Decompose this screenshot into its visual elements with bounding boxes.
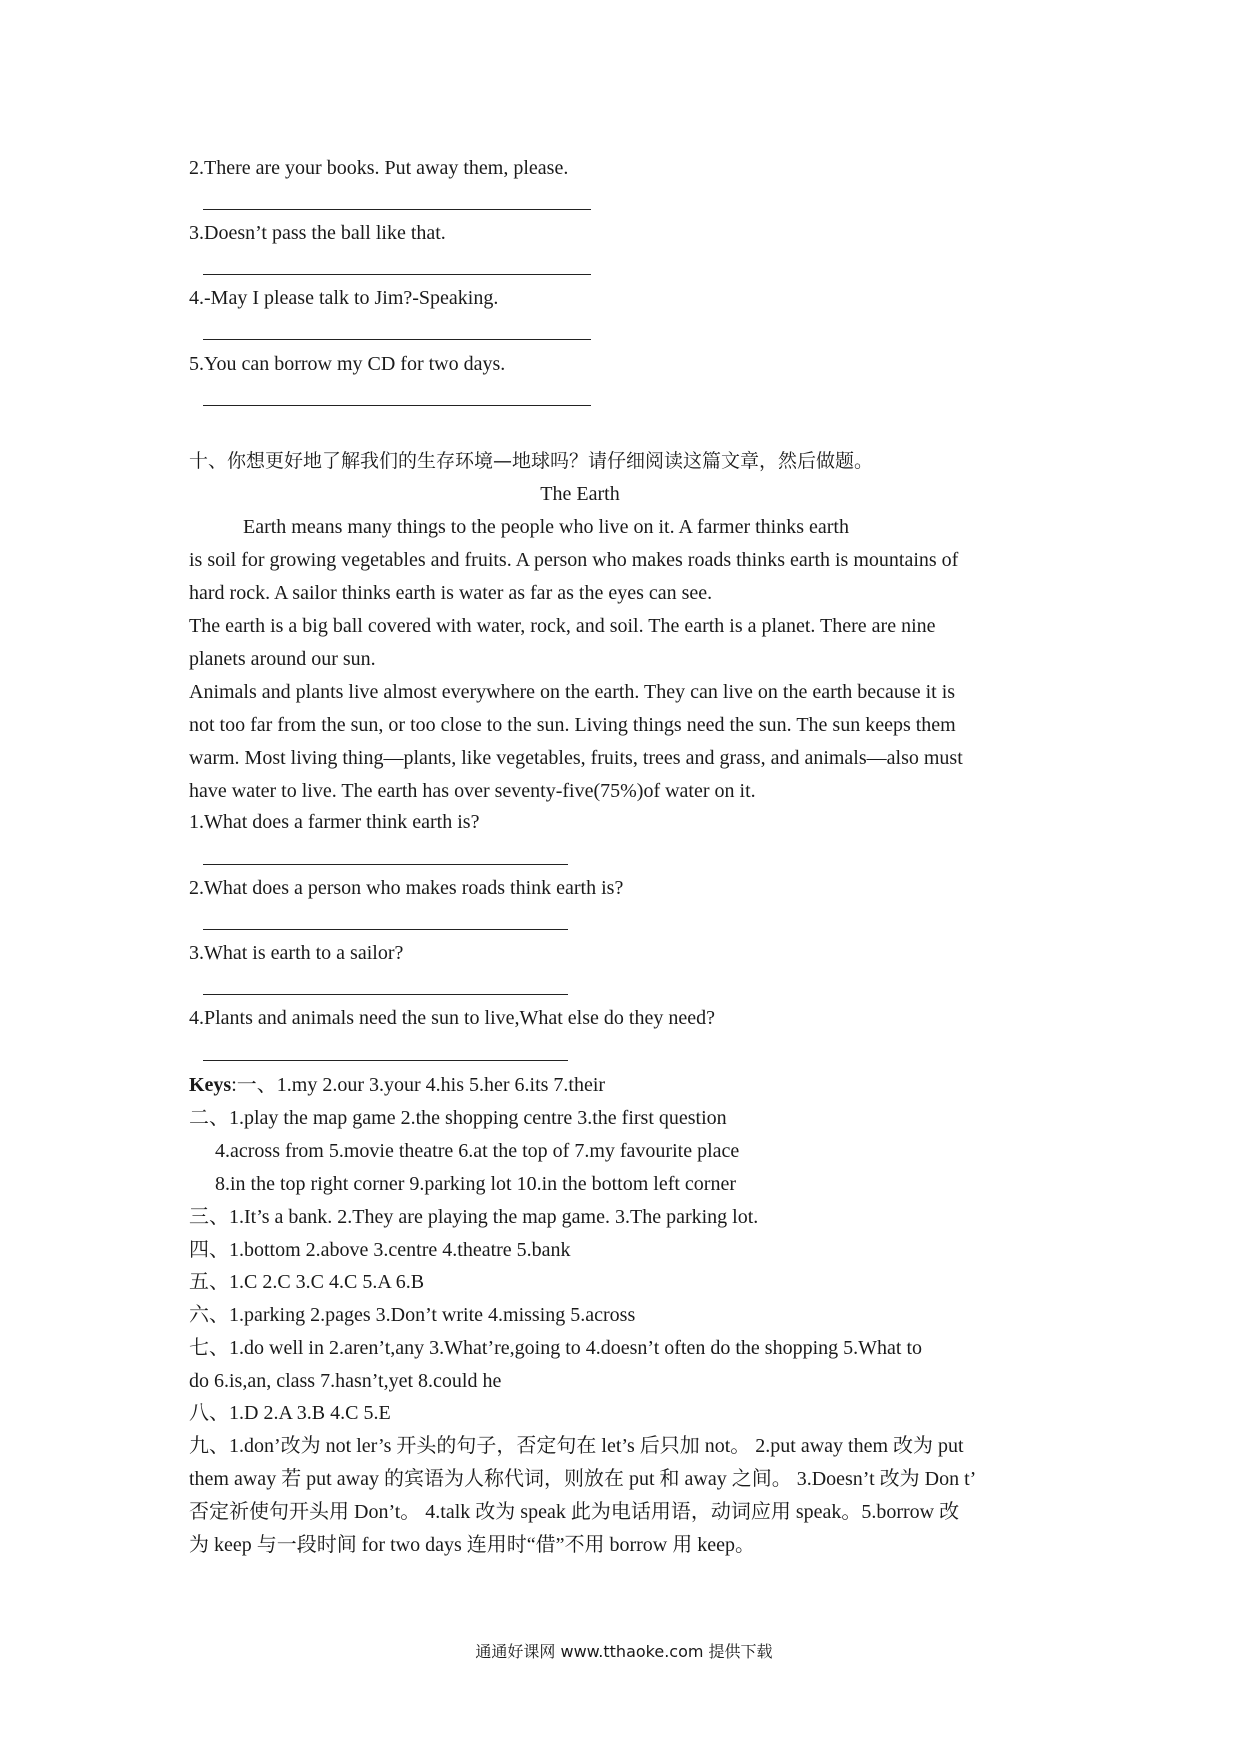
keys-line: 三、1.It’s a bank. 2.They are playing the map game. 3.The parking lot.	[189, 1206, 759, 1228]
question-1: 1.What does a farmer think earth is?	[189, 811, 480, 833]
s9-item-3: 3.Doesn’t pass the ball like that.	[189, 222, 446, 244]
answer-line	[203, 994, 568, 995]
keys-line: 六、1.parking 2.pages 3.Don’t write 4.missing 5.across	[189, 1304, 636, 1326]
question-2: 2.What does a person who makes roads think earth is?	[189, 877, 624, 899]
answer-line	[203, 1060, 568, 1061]
passage-line: planets around our sun.	[189, 648, 376, 670]
keys-line: 4.across from 5.movie theatre 6.at the top of 7.my favourite place	[215, 1140, 740, 1162]
question-3: 3.What is earth to a sailor?	[189, 942, 404, 964]
passage-line: not too far from the sun, or too close to the sun. Living things need the sun. The sun keeps them	[189, 714, 956, 736]
keys-line: 八、1.D 2.A 3.B 4.C 5.E	[189, 1402, 391, 1424]
s9-item-2: 2.There are your books. Put away them, please.	[189, 157, 569, 179]
s9-item-5: 5.You can borrow my CD for two days.	[189, 353, 506, 375]
answer-line	[203, 864, 568, 865]
keys-line-1	[189, 1071, 1069, 1099]
keys-label: Keys	[189, 1074, 232, 1096]
keys-line: 为 keep 与一段时间 for two days 连用时“借”不用 borrow 用 keep。	[189, 1534, 756, 1556]
keys-line: 九、1.don’改为 not ler’s 开头的句子，否定句在 let’s 后只加 not。 2.put away them 改为 put	[189, 1435, 964, 1457]
footer-credit: 通通好课网 www.tthaoke.com 提供下载	[475, 1642, 773, 1661]
passage-title: The Earth	[540, 483, 620, 505]
keys-line: 四、1.bottom 2.above 3.centre 4.theatre 5.bank	[189, 1239, 571, 1261]
passage-line: Animals and plants live almost everywhere on the earth. They can live on the earth because it is	[189, 681, 956, 703]
passage-line: warm. Most living thing—plants, like vegetables, fruits, trees and grass, and animals—also must	[189, 747, 963, 769]
keys-line: 8.in the top right corner 9.parking lot 10.in the bottom left corner	[215, 1173, 736, 1195]
answer-line	[203, 929, 568, 930]
passage-line: have water to live. The earth has over seventy-five(75%)of water on it.	[189, 780, 756, 802]
question-4: 4.Plants and animals need the sun to live,What else do they need?	[189, 1007, 715, 1029]
keys-line: 二、1.play the map game 2.the shopping centre 3.the first question	[189, 1107, 727, 1129]
passage-line: is soil for growing vegetables and fruits. A person who makes roads thinks earth is mountains of	[189, 549, 959, 571]
answer-line	[203, 339, 591, 340]
answer-line	[203, 209, 591, 210]
s9-item-4: 4.-May I please talk to Jim?-Speaking.	[189, 287, 499, 309]
keys-line: them away 若 put away 的宾语为人称代词，则放在 put 和 away 之间。 3.Doesn’t 改为 Don t’	[189, 1468, 977, 1490]
keys-line: do 6.is,an, class 7.hasn’t,yet 8.could he	[189, 1370, 502, 1392]
keys-line: 五、1.C 2.C 3.C 4.C 5.A 6.B	[189, 1271, 425, 1293]
answer-line	[203, 405, 591, 406]
passage-line: The earth is a big ball covered with water, rock, and soil. The earth is a planet. There are nine	[189, 615, 936, 637]
passage-line: Earth means many things to the people who live on it. A farmer thinks earth	[243, 516, 849, 538]
keys-line: 七、1.do well in 2.aren’t,any 3.What’re,going to 4.doesn’t often do the shopping 5.What to	[189, 1337, 923, 1359]
keys-section-1: :一、1.my 2.our 3.your 4.his 5.her 6.its 7.their	[231, 1074, 606, 1096]
keys-line: 否定祈使句开头用 Don’t。 4.talk 改为 speak 此为电话用语，动词应用 speak。5.borrow 改	[189, 1501, 960, 1523]
answer-line	[203, 274, 591, 275]
section10-heading: 十、你想更好地了解我们的生存环境—地球吗？请仔细阅读这篇文章，然后做题。	[189, 450, 874, 472]
passage-line: hard rock. A sailor thinks earth is water as far as the eyes can see.	[189, 582, 713, 604]
